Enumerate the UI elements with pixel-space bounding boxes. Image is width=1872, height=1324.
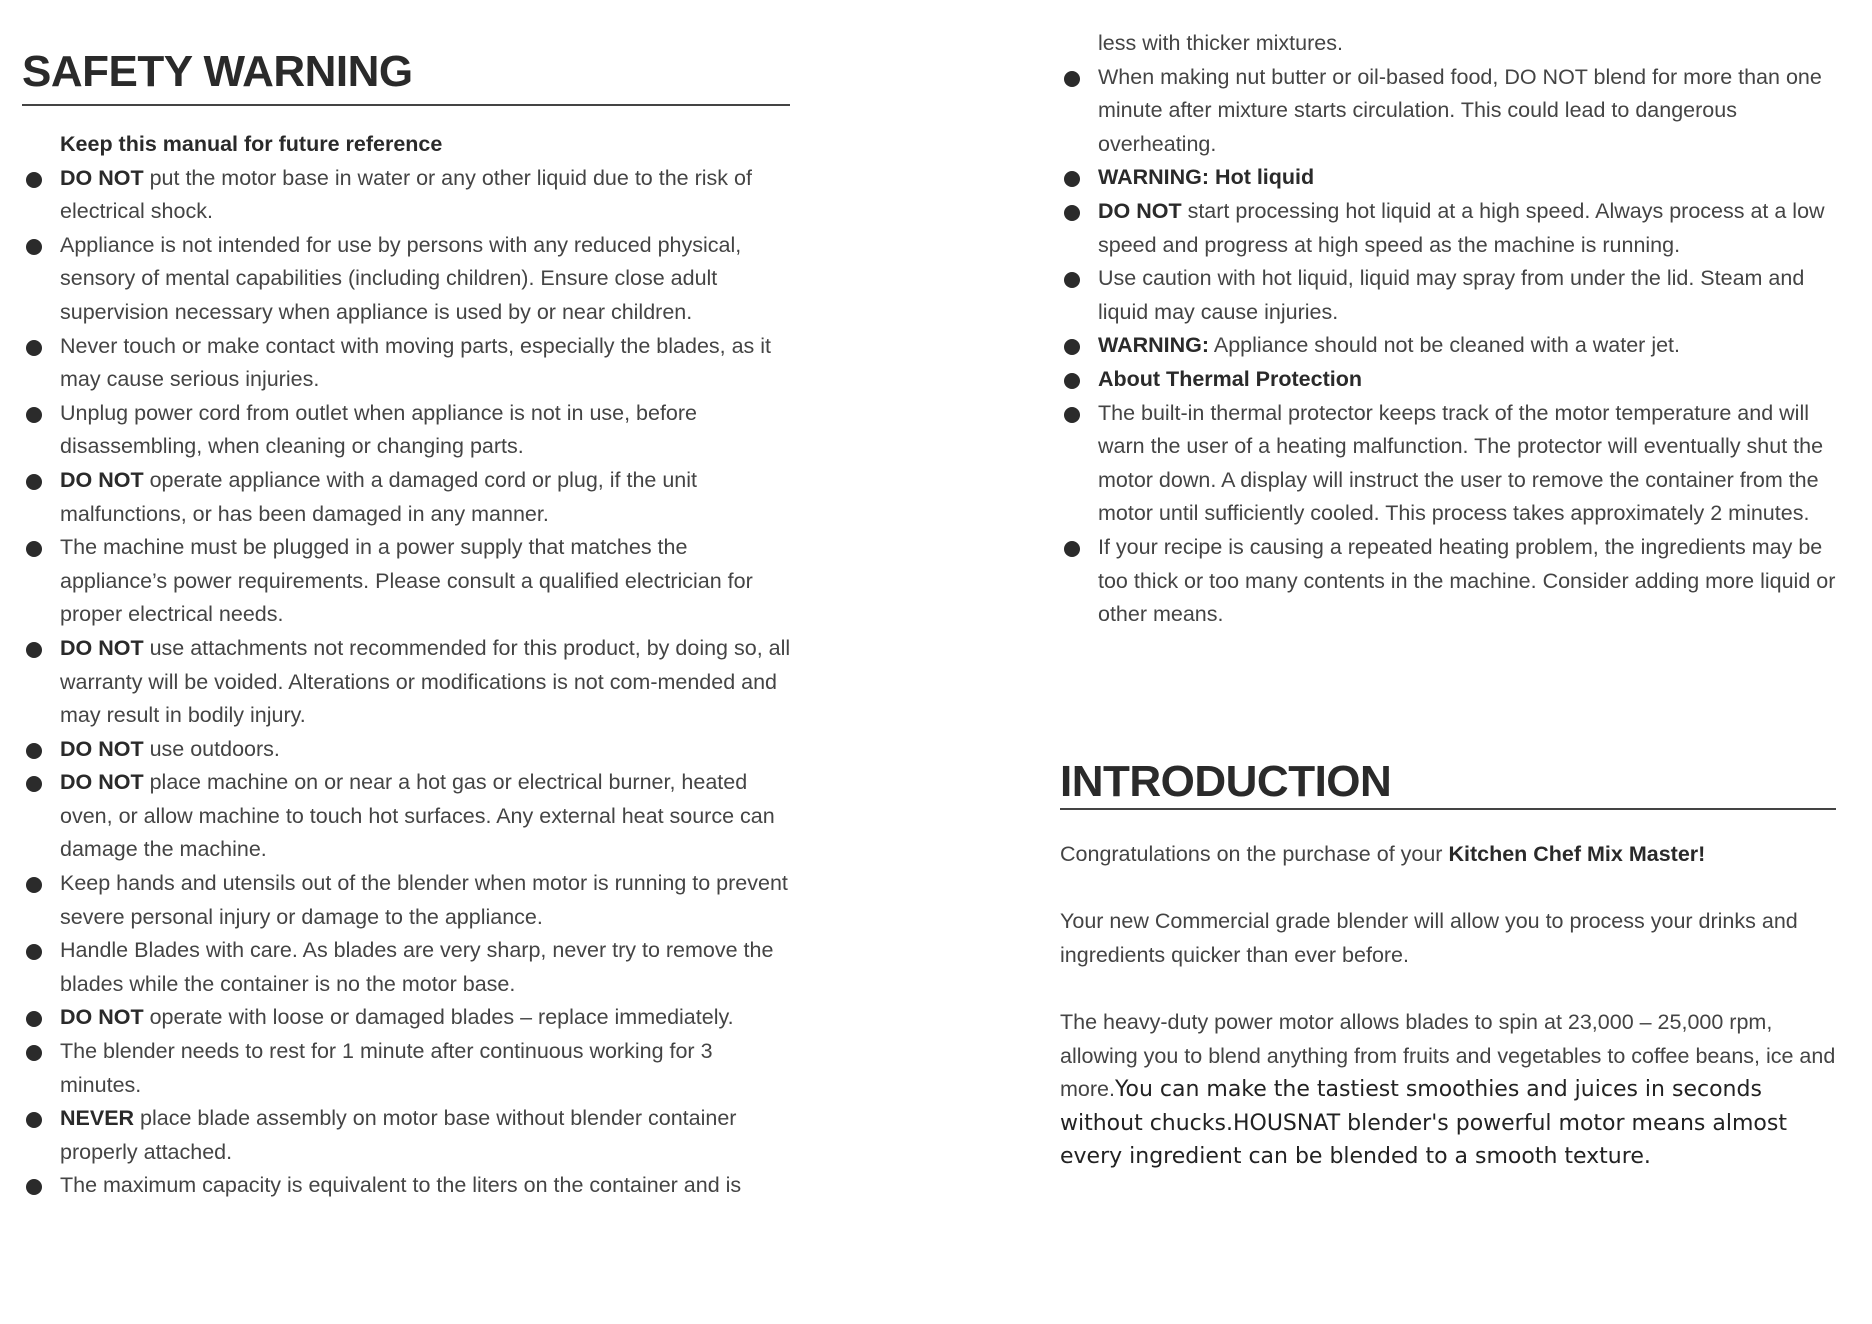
- bullet-item: [22, 162, 792, 229]
- bullet-item: [22, 867, 792, 934]
- bullet-item: [22, 464, 792, 531]
- bullet-dot-icon: [26, 1045, 42, 1061]
- safety-items-continued: [1060, 61, 1840, 632]
- bullet-text: Unplug power cord from outlet when appliance is not in use, before disassembling, when cleaning or changing parts.: [60, 400, 698, 459]
- bullet-dot-icon: [26, 407, 42, 423]
- bullet-text: use attachments not recommended for this product, by doing so, all warranty will be voided. Alterations or modifications is not com-mended and may result in bodily injury.: [60, 635, 791, 728]
- bullet-dot-icon: [26, 1112, 42, 1128]
- bullet-text: start processing hot liquid at a high speed. Always process at a low speed and progress at high speed as the machine is running.: [1098, 198, 1825, 257]
- bullet-dot-icon: [26, 239, 42, 255]
- bullet-item: [22, 229, 792, 330]
- intro-paragraph-3: The heavy-duty power motor allows blades to spin at 23,000 – 25,000 rpm, allowing you to blend anything from fruits and vegetables to coffee beans, ice and more.You can make the tastiest smoothies and juices in seconds without chucks.HOUSNAT blender's powerful motor means almost every ingredient can be blended to a smooth texture.: [1060, 1009, 1836, 1170]
- continued-line: less with thicker mixtures.: [1098, 31, 1343, 55]
- bullet-item: [1060, 61, 1840, 162]
- bullet-dot-icon: [26, 877, 42, 893]
- safety-items: [22, 162, 792, 1203]
- safety-warning-title: SAFETY WARNING: [22, 47, 413, 96]
- bullet-item: [22, 1001, 792, 1035]
- bullet-text: operate with loose or damaged blades – replace immediately.: [143, 1005, 734, 1030]
- bullet-dot-icon: [26, 776, 42, 792]
- manual-reference-note: Keep this manual for future reference: [60, 132, 443, 156]
- bullet-dot-icon: [1064, 71, 1080, 87]
- bullet-dot-icon: [26, 340, 42, 356]
- bullet-emphasis: DO NOT: [60, 1005, 144, 1030]
- bullet-dot-icon: [26, 172, 42, 188]
- safety-list-continued: [1060, 27, 1840, 632]
- bullet-emphasis: DO NOT: [60, 467, 144, 492]
- intro-paragraph-1: Congratulations on the purchase of your Kitchen Chef Mix Master!: [1060, 842, 1706, 866]
- bullet-text: put the motor base in water or any other liquid due to the risk of electrical shock.: [60, 165, 752, 224]
- bullet-dot-icon: [1064, 373, 1080, 389]
- bullet-text: The maximum capacity is equivalent to the liters on the container and is: [60, 1173, 742, 1198]
- bullet-dot-icon: [1064, 272, 1080, 288]
- bullet-item: [1060, 329, 1840, 363]
- bullet-dot-icon: [26, 474, 42, 490]
- bullet-item: [1060, 262, 1840, 329]
- bullet-text: The blender needs to rest for 1 minute after continuous working for 3 minutes.: [60, 1039, 713, 1097]
- bullet-emphasis: WARNING: Hot liquid: [1098, 165, 1315, 190]
- bullet-emphasis: NEVER: [60, 1106, 135, 1131]
- bullet-text: Appliance is not intended for use by persons with any reduced physical, sensory of mental capabilities (including children). Ensure close adult supervision necessary when appliance is used by or near children.: [60, 232, 742, 324]
- introduction-title: INTRODUCTION: [1060, 757, 1392, 806]
- bullet-dot-icon: [26, 642, 42, 658]
- bullet-text: operate appliance with a damaged cord or plug, if the unit malfunctions, or has been damaged in any manner.: [60, 467, 697, 526]
- bullet-text: Handle Blades with care. As blades are very sharp, never try to remove the blades while the container is no the motor base.: [60, 938, 774, 996]
- bullet-item: [22, 397, 792, 464]
- bullet-dot-icon: [1064, 407, 1080, 423]
- bullet-dot-icon: [1064, 339, 1080, 355]
- bullet-item: [22, 1035, 792, 1102]
- bullet-emphasis: DO NOT: [60, 165, 144, 190]
- safety-title-rule: [22, 104, 790, 106]
- bullet-dot-icon: [26, 743, 42, 759]
- bullet-dot-icon: [26, 944, 42, 960]
- bullet-text: The built-in thermal protector keeps track of the motor temperature and will warn the user of a heating malfunction. The protector will eventually shut the motor down. A display will instruct the user to remove the container from the motor until sufficiently cooled. This process takes approximately 2 minutes.: [1098, 400, 1824, 526]
- bullet-emphasis: DO NOT: [1098, 198, 1182, 223]
- bullet-emphasis: DO NOT: [60, 770, 144, 795]
- introduction-text: [1060, 838, 1850, 1174]
- product-name: Kitchen Chef Mix Master!: [1448, 842, 1706, 866]
- bullet-text: Keep hands and utensils out of the blender when motor is running to prevent severe personal injury or damage to the appliance.: [60, 871, 788, 929]
- bullet-dot-icon: [26, 1179, 42, 1195]
- bullet-item: [1060, 363, 1840, 397]
- introduction-title-rule: [1060, 808, 1836, 810]
- bullet-dot-icon: [1064, 541, 1080, 557]
- intro-paragraph-3-addendum: You can make the tastiest smoothies and juices in seconds without chucks.HOUSNAT blender's powerful motor means almost every ingredient can be blended to a smooth texture.: [1060, 1077, 1787, 1170]
- safety-list: [22, 128, 792, 1203]
- bullet-dot-icon: [26, 1011, 42, 1027]
- bullet-text: When making nut butter or oil-based food, DO NOT blend for more than one minute after mixture starts circulation. This could lead to dangerous overheating.: [1098, 64, 1822, 156]
- bullet-text: If your recipe is causing a repeated heating problem, the ingredients may be too thick or too many contents in the machine. Consider adding more liquid or other means.: [1098, 534, 1836, 627]
- bullet-emphasis: WARNING:: [1098, 333, 1210, 358]
- bullet-item: [22, 632, 792, 733]
- bullet-emphasis: DO NOT: [60, 635, 144, 660]
- bullet-item: [1060, 161, 1840, 195]
- bullet-item: [22, 1102, 792, 1169]
- bullet-item: [22, 733, 792, 767]
- bullet-text: Never touch or make contact with moving parts, especially the blades, as it may cause serious injuries.: [60, 333, 772, 392]
- bullet-item: [1060, 397, 1840, 531]
- intro-paragraph-2: Your new Commercial grade blender will allow you to process your drinks and ingredients quicker than ever before.: [1060, 909, 1798, 967]
- bullet-item: [22, 766, 792, 867]
- bullet-item: [22, 934, 792, 1001]
- bullet-emphasis: DO NOT: [60, 736, 144, 761]
- bullet-item: [1060, 531, 1840, 632]
- bullet-item: [22, 330, 792, 397]
- bullet-item: [22, 1169, 792, 1203]
- bullet-text: use outdoors.: [143, 736, 280, 761]
- bullet-text: The machine must be plugged in a power supply that matches the appliance’s power requirements. Please consult a qualified electrician for proper electrical needs.: [60, 535, 753, 627]
- bullet-text: Appliance should not be cleaned with a water jet.: [1209, 333, 1680, 358]
- bullet-text: place machine on or near a hot gas or electrical burner, heated oven, or allow machine to touch hot surfaces. Any external heat source can damage the machine.: [60, 770, 775, 862]
- bullet-item: [22, 531, 792, 632]
- bullet-item: [1060, 195, 1840, 262]
- bullet-dot-icon: [1064, 171, 1080, 187]
- bullet-text: place blade assembly on motor base without blender container properly attached.: [60, 1106, 737, 1164]
- bullet-emphasis: About Thermal Protection: [1098, 366, 1362, 391]
- bullet-dot-icon: [1064, 205, 1080, 221]
- bullet-text: Use caution with hot liquid, liquid may spray from under the lid. Steam and liquid may cause injuries.: [1098, 266, 1805, 324]
- bullet-dot-icon: [26, 541, 42, 557]
